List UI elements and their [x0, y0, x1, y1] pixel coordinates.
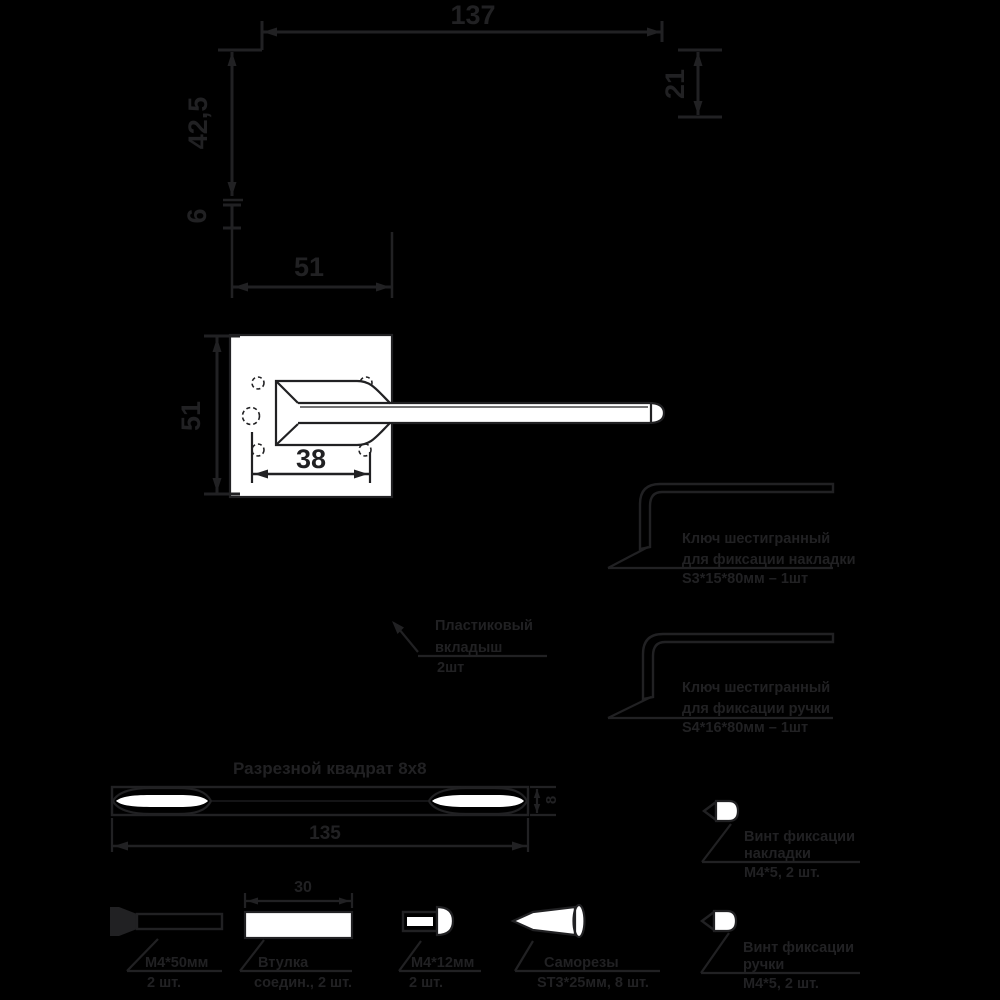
dimension-51-rose-value: 51: [176, 400, 206, 432]
hex-key-handle-label-1: Ключ шестигранный: [682, 680, 831, 696]
set-screw-body: [714, 911, 736, 931]
dimension-51-top-value: 51: [293, 252, 325, 282]
arrowhead-icon: [694, 101, 703, 115]
arrowhead-icon: [534, 804, 540, 813]
arrowhead-icon: [376, 283, 390, 292]
mount-bolt: [110, 907, 222, 991]
cover-set-screw-label-2: накладки: [744, 846, 811, 862]
cover-set-screw-label-1: Винт фиксации: [744, 829, 855, 845]
extension-ticks: [218, 21, 662, 50]
plastic-insert-label: [392, 618, 547, 676]
split-spindle: [112, 759, 560, 852]
dimension-135: [112, 818, 528, 852]
arrowhead-icon: [247, 898, 258, 905]
dimension-6-value: 6: [182, 208, 212, 224]
arrowhead-icon: [213, 478, 222, 492]
spindle-highlight: [116, 795, 208, 807]
dimension-30-value: 30: [294, 879, 312, 896]
arrowhead-icon: [647, 28, 661, 37]
hex-key-cover-label-1: Ключ шестигранный: [682, 531, 831, 547]
hex-key-cover-label-2: для фиксации накладки: [682, 552, 856, 568]
bushing-label-1: Втулка: [258, 955, 309, 971]
arrowhead-icon: [534, 789, 540, 798]
tapping-screw: [513, 905, 660, 991]
short-bolt-label-2: 2 шт.: [409, 975, 444, 991]
handle-set-screw-label-3: М4*5, 2 шт.: [743, 976, 819, 992]
lever-handle: [276, 381, 664, 445]
set-screw-tip: [704, 802, 716, 820]
arrowhead-icon: [228, 182, 237, 196]
dimension-8: [530, 787, 560, 815]
tapping-screws-label-1: Саморезы: [544, 955, 619, 971]
plastic-insert-label-1: Пластиковый: [435, 618, 533, 634]
dimension-8-value: 8: [543, 795, 560, 805]
hex-key-cover: [608, 484, 856, 587]
dimension-21: [660, 50, 722, 117]
arrowhead-icon: [339, 898, 350, 905]
dimension-137: [218, 0, 662, 50]
bolt-head: [110, 907, 137, 936]
hex-key-cover-label-3: S3*15*80мм – 1шт: [682, 571, 809, 587]
bushing: [240, 879, 352, 991]
dimension-51-top: [232, 232, 392, 298]
dimension-137-value: 137: [450, 0, 496, 30]
bushing-body: [245, 912, 352, 938]
mount-bolt-label-2: 2 шт.: [147, 975, 182, 991]
screw-body: [513, 907, 575, 935]
bolt-head: [437, 907, 453, 935]
arrowhead-icon: [228, 52, 237, 66]
bolt-shaft-highlight: [407, 917, 433, 926]
arrowhead-icon: [694, 52, 703, 66]
hex-key-handle-label-3: S4*16*80мм – 1шт: [682, 720, 809, 736]
plastic-insert-label-2: вкладыш: [435, 640, 503, 656]
cover-set-screw-label-3: М4*5, 2 шт.: [744, 865, 820, 881]
dimension-21-value: 21: [660, 68, 690, 100]
cover-set-screw: [702, 801, 860, 881]
dimension-6: [182, 205, 241, 298]
dimension-135-value: 135: [309, 823, 341, 844]
arrowhead-icon: [234, 283, 248, 292]
tapping-screws-label-2: ST3*25мм, 8 шт.: [537, 975, 649, 991]
bolt-shaft: [137, 914, 222, 929]
mount-bolt-label-1: М4*50мм: [145, 955, 209, 971]
dimension-42-5: [183, 52, 243, 200]
handle-set-screw: [701, 911, 860, 992]
set-screw-tip: [702, 912, 714, 930]
set-screw-body: [716, 801, 738, 821]
short-bolt: [399, 907, 481, 991]
arrowhead-icon: [512, 842, 526, 851]
dimension-30: [245, 879, 352, 908]
bracket: [223, 205, 241, 228]
handle-set-screw-label-1: Винт фиксации: [743, 940, 854, 956]
spindle-highlight: [432, 795, 524, 807]
hex-key-handle: [608, 634, 833, 736]
arrowhead-icon: [263, 28, 277, 37]
arrowhead-icon: [213, 338, 222, 352]
dimension-42-5-value: 42,5: [183, 96, 213, 150]
short-bolt-label-1: М4*12мм: [411, 955, 475, 971]
hex-key-handle-label-2: для фиксации ручки: [682, 701, 830, 717]
handle-set-screw-label-2: ручки: [743, 957, 785, 973]
dimension-38-value: 38: [295, 444, 327, 474]
arrowhead-icon: [114, 842, 128, 851]
plastic-insert-label-3: 2шт: [437, 660, 465, 676]
bushing-label-2: соедин., 2 шт.: [254, 975, 352, 991]
split-spindle-title: Разрезной квадрат 8х8: [233, 759, 427, 778]
